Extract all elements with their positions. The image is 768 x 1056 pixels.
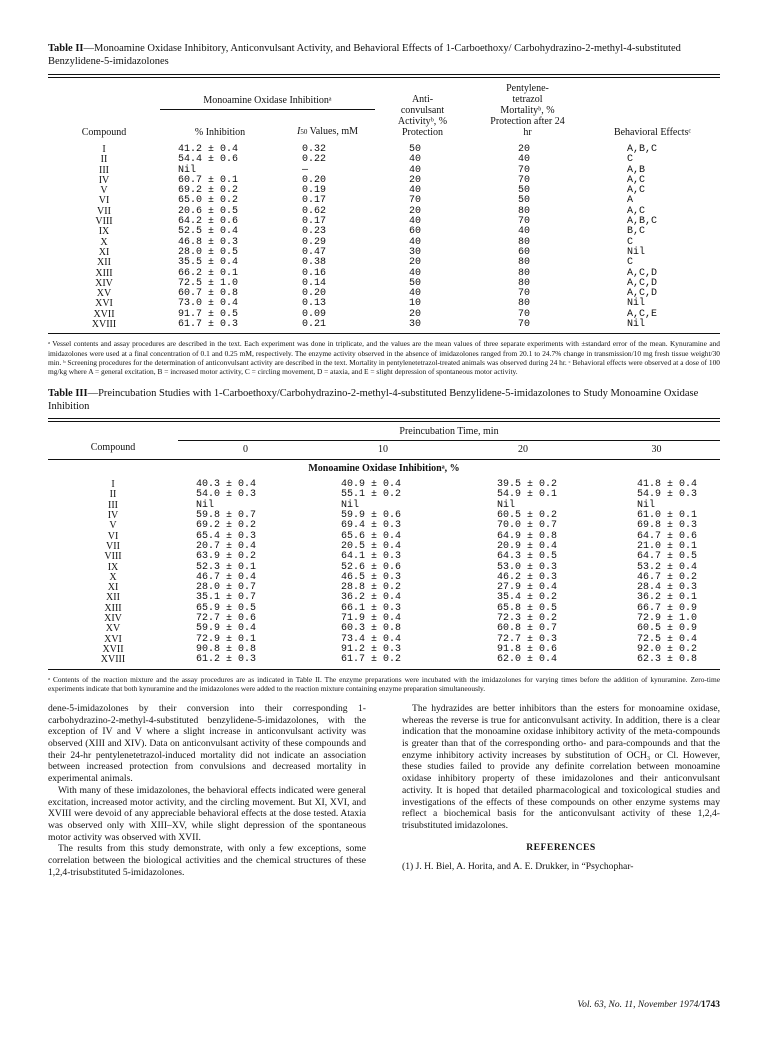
table2-cell: 0.09 [302,308,327,320]
table2-row [48,289,720,299]
table2-row [48,155,720,165]
table2-cell: 30 [409,319,422,331]
t3-head-time-20: 20 [453,441,593,460]
t2-head-behavioral: Behavioral Effectsᶜ [613,127,692,138]
table3-cell: 65.8 ± 0.5 [497,602,558,614]
table3-cell: 65.6 ± 0.4 [341,530,402,542]
table2-cell: 40 [518,226,531,238]
table3-cell: 39.5 ± 0.2 [497,479,558,491]
page-number: 1743 [701,1000,720,1010]
table2-cell: 91.7 ± 0.5 [178,308,239,320]
table3-cell: VIII [104,551,122,563]
table2-row [48,279,720,289]
table2-row [48,310,720,320]
t2-head-pentylenetetrazol: Pentylene- tetrazol Mortalityᵇ, % Protection after 24 hr [490,83,565,138]
table2-cell: XII [97,257,111,269]
table3-cell: 46.7 ± 0.4 [196,571,257,583]
t3-head-preincubation: Preincubation Time, min [399,426,499,438]
table2-cell: VIII [95,216,113,228]
table2-cell: 70 [518,319,531,331]
table2-cell: 20.6 ± 0.5 [178,205,239,217]
table2-cell: 70 [518,174,531,186]
journal-citation: Vol. 63, No. 11, November 1974/ [577,1000,701,1010]
table2-cell: 0.17 [302,195,327,207]
table2-cell: 0.21 [302,319,327,331]
table3 [48,422,720,665]
table2 [48,83,720,330]
table3-cell: 72.7 ± 0.6 [196,613,257,625]
table2-cell: 0.29 [302,236,327,248]
table2-cell: 64.2 ± 0.6 [178,216,239,228]
table3-cell: 61.0 ± 0.1 [637,510,698,522]
table3-cell: 72.9 ± 1.0 [637,613,698,625]
table2-cell: 40 [409,185,422,197]
table2-cell: XVIII [91,319,117,331]
table2-cell: IV [98,174,110,186]
table2-cell: A,C,D [627,277,658,289]
table3-cell: 40.9 ± 0.4 [341,479,402,491]
table2-row [48,248,720,258]
table3-cell: XIII [104,602,122,614]
table2-row [48,320,720,330]
table2-row [48,207,720,217]
table3-cell: 59.9 ± 0.6 [341,510,402,522]
body-left-column [48,703,366,879]
table3-cell: 54.0 ± 0.3 [196,489,257,501]
table2-cell: 20 [409,174,422,186]
table3-label: Table III [48,388,88,400]
table2-cell: 20 [518,144,531,155]
table2-cell: 0.32 [302,144,327,155]
table2-cell: 0.47 [302,246,327,258]
table2-cell: XIV [95,277,113,289]
table3-cell: 28.4 ± 0.3 [637,582,698,594]
table3-cell: 90.8 ± 0.8 [196,643,257,655]
table2-row [48,176,720,186]
table2-row [48,217,720,227]
table3-cell: 59.8 ± 0.7 [196,510,257,522]
table2-cell: 40 [409,164,422,176]
table2-cell: Nil [627,319,646,331]
table3-cell: X [109,571,117,583]
table2-cell: 65.0 ± 0.2 [178,195,239,207]
table2-cell: 40 [409,154,422,166]
table2-cell: C [627,154,634,166]
table3-cell: XV [105,623,121,635]
table2-cell: A,C [627,205,646,217]
table3-cell: 52.6 ± 0.6 [341,561,402,573]
table3-cell: 64.9 ± 0.8 [497,530,558,542]
table3-cell: XVI [104,633,122,645]
t2-head-mao: Monoamine Oxidase Inhibitionᵃ [203,95,332,107]
table3-cell: 65.4 ± 0.3 [196,530,257,542]
table3-cell: III [108,499,118,511]
table3-cell: VII [106,540,120,552]
body-paragraph: With many of these imidazolones, the behavioral effects indicated were general excitation, increased motor activity, and the circling movement. But XI, XVI, and XVIII were devoid of any appreciable behavioral effects at the dose tested. Ataxia was observed only with XIII–XV, while slight depression of the spontaneous motor activity was observed with XVII. [48,784,366,843]
table2-cell: II [100,154,108,166]
table2-cell: 54.4 ± 0.6 [178,154,239,166]
table2-cell: 72.5 ± 1.0 [178,277,239,289]
table3-cell: 61.7 ± 0.2 [341,654,402,666]
table3-cell: 35.4 ± 0.2 [497,592,558,604]
table3-cell: 64.1 ± 0.3 [341,551,402,563]
table3-cell: V [109,520,117,532]
table3-cell: 53.2 ± 0.4 [637,561,698,573]
table2-cell: B,C [627,226,646,238]
table2-cell: 70 [518,308,531,320]
table3-cell: 61.2 ± 0.3 [196,654,257,666]
table2-cell: 0.38 [302,257,327,269]
table3-cell: 64.3 ± 0.5 [497,551,558,563]
table3-cell: 72.7 ± 0.3 [497,633,558,645]
table2-cell: 80 [518,267,531,279]
table2-cell: 0.23 [302,226,327,238]
table3-row [48,655,720,665]
table2-cell: 70 [518,288,531,300]
table2-cell: 50 [518,185,531,197]
table3-cell: Nil [497,499,516,511]
table2-cell: A,C,D [627,267,658,279]
table2-cell: XV [96,288,112,300]
table2-bottom-rule [48,333,720,334]
table2-cell: A,C [627,174,646,186]
table2-row [48,258,720,268]
table2-cell: 0.14 [302,277,327,289]
table3-footnote: ᵃ Contents of the reaction mixture and the assay procedures are as indicated in Table II. The enzyme preparations were incubated with the imidazolones for varying times before the addition of kynuramine. Zero-time experiments indicate that both kynuramine and the imidazolones were added to the reaction mixture containing enzyme preparation simultaneously. [48,674,720,693]
table3-cell: 92.0 ± 0.2 [637,643,698,655]
table3-cell: 46.2 ± 0.3 [497,571,558,583]
table2-cell: 10 [409,298,422,310]
table2-cell: XVI [95,298,113,310]
table3-cell: I [111,479,115,491]
table2-cell: 0.16 [302,267,327,279]
table3-cell: IX [107,561,119,573]
t2-head-compound: Compound [81,127,127,138]
table2-cell: 80 [518,236,531,248]
table3-cell: 41.8 ± 0.4 [637,479,698,491]
t3-head-time-0: 0 [178,441,313,460]
table2-cell: 52.5 ± 0.4 [178,226,239,238]
table2-row [48,140,720,155]
t3-head-mao: Monoamine Oxidase Inhibitionᵃ, % [48,460,720,476]
table2-cell: 30 [409,246,422,258]
table3-cell: 69.8 ± 0.3 [637,520,698,532]
table2-cell: 20 [409,257,422,269]
table3-cell: XIV [104,613,122,625]
table3-cell: XVII [102,643,124,655]
table2-cell: 0.62 [302,205,327,217]
table3-title: —Preincubation Studies with 1-Carboethoxy/Carbohydrazino-2-methyl-4-substituted Benzylidene-5-imidazolones to Study Monoamine Oxidase Inhibition [48,388,699,413]
table2-row [48,166,720,176]
table2-cell: 0.20 [302,174,327,186]
table3-cell: 64.7 ± 0.6 [637,530,698,542]
table2-cell: A [627,195,634,207]
table2-cell: 20 [409,205,422,217]
table3-cell: 46.5 ± 0.3 [341,571,402,583]
table2-cell: XVII [93,308,115,320]
table3-cell: 21.0 ± 0.1 [637,540,698,552]
table2-row [48,196,720,206]
table2-cell: V [100,185,108,197]
table3-cell: 60.3 ± 0.8 [341,623,402,635]
table3-cell: 27.9 ± 0.4 [497,582,558,594]
table2-cell: 40 [409,236,422,248]
table3-cell: 62.3 ± 0.8 [637,654,698,666]
t3-head-compound: Compound [90,442,136,454]
table3-cell: 60.8 ± 0.7 [497,623,558,635]
table3-cell: 63.9 ± 0.2 [196,551,257,563]
table3-cell: 54.9 ± 0.3 [637,489,698,501]
table3-cell: 36.2 ± 0.1 [637,592,698,604]
table2-cell: XI [98,246,110,258]
table2-cell: VI [98,195,110,207]
table3-cell: 72.5 ± 0.4 [637,633,698,645]
table3-cell: 71.9 ± 0.4 [341,613,402,625]
table3-cell: 35.1 ± 0.7 [196,592,257,604]
table3-row [48,552,720,562]
table3-cell: 28.0 ± 0.7 [196,582,257,594]
table2-cell: 35.5 ± 0.4 [178,257,239,269]
table3-cell: XII [106,592,120,604]
table2-cell: — [302,164,309,176]
table2-cell: 60 [518,246,531,258]
table2-footnote: ᵃ Vessel contents and assay procedures are described in the text. Each experiment was done in triplicate, and the values are the mean values of three separate experiments with ±standard error of the mean. Kynuramine and imidazolones were used at a final concentration of 0.1 and 0.25 mM, respectively. The enzyme activity observed in the absence of imidazolones ranged from 20.1 to 24.7% change in transmission/10 mg fresh tissue weight/30 min. ᵇ Screening procedures for the determination of anticonvulsant activity are described in the text. Mortality in pentylenetetrazol-treated animals was observed during 24 hr. ᶜ Behavioral effects were observed at a dose of 100 mg/kg where A = general excitation, B = increased motor activity, C = circling movement, D = ataxia, and E = slight depression of spontaneous motor activity. [48,339,720,376]
table3-cell: 91.2 ± 0.3 [341,643,402,655]
t3-head-time-30: 30 [593,441,720,460]
table2-cell: 80 [518,257,531,269]
table2-row [48,238,720,248]
table2-cell: 80 [518,205,531,217]
table3-cell: 72.3 ± 0.2 [497,613,558,625]
body-columns [48,703,720,879]
table2-cell: A,C,D [627,288,658,300]
table2-cell: Nil [178,164,197,176]
table2-cell: 0.20 [302,288,327,300]
table3-cell: 53.0 ± 0.3 [497,561,558,573]
table2-row [48,269,720,279]
table3-cell: 70.0 ± 0.7 [497,520,558,532]
table2-title: —Monoamine Oxidase Inhibitory, Anticonvulsant Activity, and Behavioral Effects of 1-Carboethoxy/ Carbohydrazino-2-methyl-4-substituted Benzylidene-5-imidazolones [48,43,681,67]
table3-cell: 40.3 ± 0.4 [196,479,257,491]
body-paragraph: The hydrazides are better inhibitors than the esters for monoamine oxidase, whereas the reverse is true for anticonvulsant activity. In addition, there is a clear indication that the monoamine oxidase inhibitory activity of the meta-compounds is greater than that of the corresponding ortho- and para-compounds and that the enzyme inhibitory activity increases by substitution of OCH₃ or Cl. However, these studies failed to provide any definite correlation between monoamine oxidase inhibitory property of these imidazolones and their anticonvulsant activity. It is hoped that detailed pharmacological and toxicological studies and investigations of the effects of these compounds on other enzyme systems may reflect a biochemical basis for the anticonvulsant activity of these 1,2,4-trisubstituted imidazolones. [402,702,720,831]
table3-cell: 66.7 ± 0.9 [637,602,698,614]
table3-cell: 20.5 ± 0.4 [341,540,402,552]
table3-cell: 69.4 ± 0.3 [341,520,402,532]
table2-cell: X [100,236,108,248]
table2-cell: 70 [518,216,531,228]
table3-cell: 59.9 ± 0.4 [196,623,257,635]
table2-cell: Nil [627,298,646,310]
table3-cell: 73.4 ± 0.4 [341,633,402,645]
page [48,42,720,878]
table3-cell: Nil [196,499,215,511]
table2-cell: XIII [95,267,113,279]
table2-cell: 0.13 [302,298,327,310]
table2-cell: 50 [518,195,531,207]
body-paragraph: dene-5-imidazolones by their conversion into their corresponding 1-carbohydrazino-2-methyl-4-substituted benzylidene-5-imidazolones, with the exception of IV and V where a slight increase in anticonvulsant activity was observed (XIII and XIV). Data on anticonvulsant activity of these compounds and their 24-hr pentylenetetrazol-induced mortality did not indicate an association between increased protection from convulsions and decreased mortality in experimental animals. [48,702,366,785]
table3-cell: 64.7 ± 0.5 [637,551,698,563]
page-folio [577,1000,720,1010]
table3-cell: 65.9 ± 0.5 [196,602,257,614]
table3-body [48,475,720,665]
table2-cell: A,C [627,185,646,197]
table3-cell: 36.2 ± 0.4 [341,592,402,604]
table3-cell: 54.9 ± 0.1 [497,489,558,501]
table3-cell: VI [107,530,119,542]
table3-cell: 72.9 ± 0.1 [196,633,257,645]
table2-cell: C [627,257,634,269]
table3-cell: 69.2 ± 0.2 [196,520,257,532]
table3-cell: Nil [637,499,656,511]
table2-cell: 70 [409,195,422,207]
table2-cell: 0.19 [302,185,327,197]
table2-cell: III [99,164,109,176]
table2-cell: I [102,144,106,155]
table2-cell: A,B,C [627,216,658,228]
table3-cell: 91.8 ± 0.6 [497,643,558,655]
table3-cell: XI [107,582,119,594]
table3-cell: 55.1 ± 0.2 [341,489,402,501]
table3-cell: 60.5 ± 0.9 [637,623,698,635]
table3-cell: II [109,489,117,501]
table3-bottom-rule [48,669,720,670]
table2-cell: 50 [409,144,422,155]
t2-head-anticonvulsant: Anti- convulsant Activityᵇ, % Protection [397,94,448,138]
table3-cell: Nil [341,499,360,511]
table3-cell: 20.9 ± 0.4 [497,540,558,552]
body-right-column [402,703,720,879]
table2-cell: 80 [518,298,531,310]
table2-cell: 0.17 [302,216,327,228]
table2-cell: 50 [409,277,422,289]
table2-cell: 40 [409,288,422,300]
table2-cell: 60.7 ± 0.1 [178,174,239,186]
table2-cell: 40 [518,154,531,166]
table2-cell: A,B [627,164,646,176]
t2-head-pct-inhibition: % Inhibition [160,110,280,140]
table2-cell: 40 [409,216,422,228]
table3-cell: 28.8 ± 0.2 [341,582,402,594]
table2-cell: 70 [518,164,531,176]
table2-cell: 0.22 [302,154,327,166]
table3-caption [48,387,720,413]
references-heading: REFERENCES [526,841,596,853]
table2-row [48,299,720,309]
table2-cell: 46.8 ± 0.3 [178,236,239,248]
table3-cell: 52.3 ± 0.1 [196,561,257,573]
table2-cell: 61.7 ± 0.3 [178,319,239,331]
table2-cell: 40 [409,267,422,279]
table2-cell: 28.0 ± 0.5 [178,246,239,258]
table3-row [48,475,720,490]
table3-cell: 46.7 ± 0.2 [637,571,698,583]
table2-cell: 60 [409,226,422,238]
t2-head-i50: I50 Values, mM [280,110,375,140]
table3-cell: 66.1 ± 0.3 [341,602,402,614]
table2-cell: 73.0 ± 0.4 [178,298,239,310]
table2-cell: 80 [518,277,531,289]
table2-caption [48,42,720,68]
table2-label: Table II [48,43,84,54]
table2-cell: VII [97,205,111,217]
table2-cell: C [627,236,634,248]
reference-item: (1) J. H. Biel, A. Horita, and A. E. Drukker, in “Psychophar- [402,861,634,873]
table2-cell: 20 [409,308,422,320]
table2-cell: 66.2 ± 0.1 [178,267,239,279]
table2-cell: 41.2 ± 0.4 [178,144,239,155]
t3-head-time-10: 10 [313,441,453,460]
table2-row [48,186,720,196]
table2-cell: 60.7 ± 0.8 [178,288,239,300]
table2-body [48,140,720,330]
table3-cell: XVIII [100,654,126,666]
table3-cell: IV [107,510,119,522]
table2-cell: A,B,C [627,144,658,155]
table2-cell: A,C,E [627,308,658,320]
body-paragraph: The results from this study demonstrate, with only a few exceptions, some correlation between the biological activities and the chemical structures of these 1,2,4-trisubstituted 5-imidazolones. [48,843,366,878]
table2-cell: IX [98,226,110,238]
table2-row [48,227,720,237]
table3-cell: 62.0 ± 0.4 [497,654,558,666]
table3-row [48,490,720,500]
table3-cell: 20.7 ± 0.4 [196,540,257,552]
table2-top-rule [48,74,720,78]
table2-cell: 69.2 ± 0.2 [178,185,239,197]
table2-cell: Nil [627,246,646,258]
table3-cell: 60.5 ± 0.2 [497,510,558,522]
